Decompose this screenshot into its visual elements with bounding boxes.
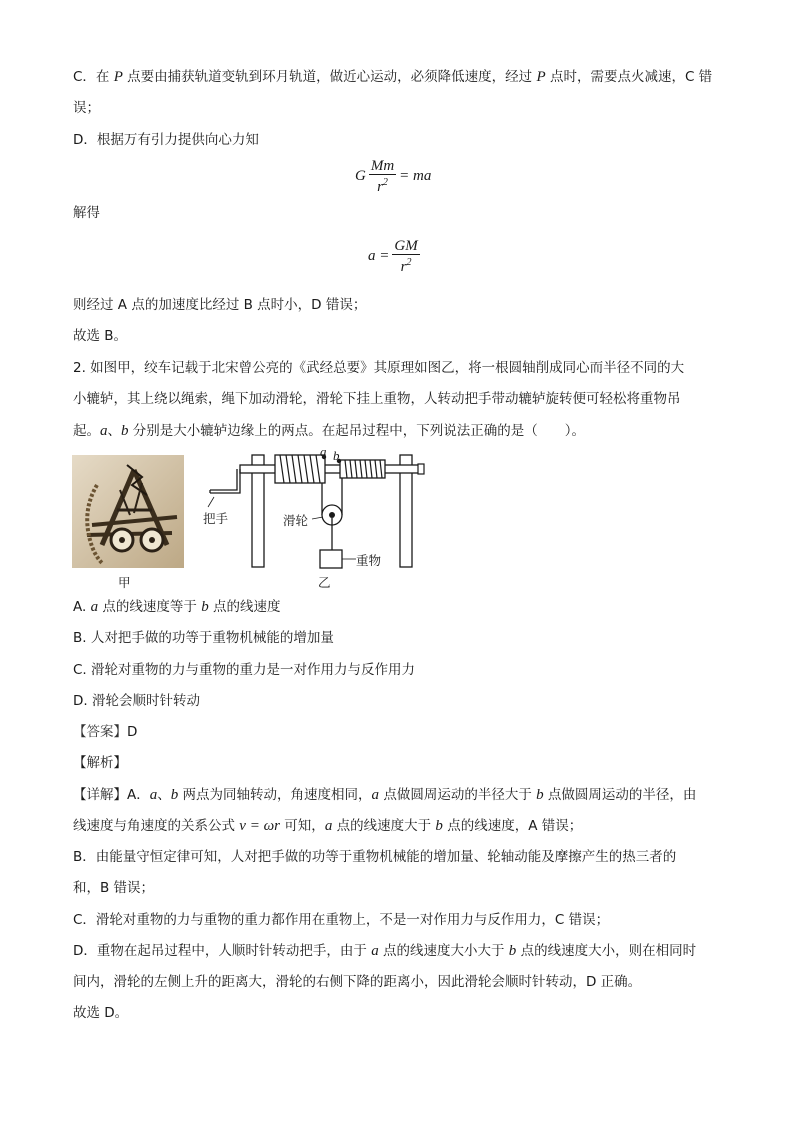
figure-jia-label: 甲 xyxy=(118,575,131,590)
formula-gravity xyxy=(355,158,431,195)
option-c-line1 xyxy=(73,67,712,87)
figure-label-weight: 重物 xyxy=(356,553,382,568)
formula-g: G xyxy=(355,168,366,184)
answer-tag: 【答案】 xyxy=(73,724,127,740)
figure-label-b: b xyxy=(333,448,340,463)
conclusion-text: 则经过 A 点的加速度比经过 B 点时小，D 错误； xyxy=(73,297,367,313)
analysis-line3: B．由能量守恒定律可知，人对把手做的功等于重物机械能的增加量、轮轴动能及摩擦产生的热三者的 xyxy=(73,849,677,865)
figure-label-pulley: 滑轮 xyxy=(283,513,309,528)
analysis-line4: 和，B 错误； xyxy=(73,880,155,896)
numerator: Mm xyxy=(370,158,395,174)
fraction xyxy=(369,158,396,195)
choose-text: 故选 B。 xyxy=(73,328,128,344)
option-d-line1: D．根据万有引力提供向心力知 xyxy=(73,132,259,148)
var-b: b xyxy=(121,423,129,439)
text: 点要由捕获轨道变轨到环月轨道，做近心运动，必须降低速度，经过 xyxy=(122,69,537,85)
analysis-line1: 【详解】A．a、b 两点为同轴转动，角速度相同，a 点做圆周运动的半径大于 b 点做圆周运动的半径，由 xyxy=(73,787,697,803)
text: C．在 xyxy=(73,69,114,85)
axle xyxy=(240,465,420,473)
question-line2: 小辘轳，其上绕以绳索，绳下加动滑轮，滑轮下挂上重物，人转动把手带动辘轳旋转便可轻松将重物吊 xyxy=(73,391,681,407)
analysis-line6: D．重物在起吊过程中，人顺时针转动把手，由于 a 点的线速度大小大于 b 点的线速度大小，则在相同时 xyxy=(73,943,697,959)
analysis-line2: 线速度与角速度的关系公式 v = ωr 可知，a 点的线速度大于 b 点的线速度，A 错误； xyxy=(73,818,583,834)
var-p: P xyxy=(536,69,546,85)
formula-lhs: a = xyxy=(368,248,390,264)
figure-yi-label: 乙 xyxy=(318,575,331,590)
figure-yi-diagram xyxy=(200,445,440,575)
formula-acceleration xyxy=(368,238,423,275)
formula-rhs: = ma xyxy=(399,168,432,184)
question-line3: 起。a、b 分别是大小辘轳边缘上的两点。在起吊过程中，下列说法正确的是（ ）。 xyxy=(73,423,586,439)
figure-jia-image xyxy=(72,455,184,568)
option-c: C. 滑轮对重物的力与重物的重力是一对作用力与反作用力 xyxy=(73,662,416,678)
figure-label-handle: 把手 xyxy=(203,511,229,526)
weight-block xyxy=(320,550,342,568)
analysis-line5: C．滑轮对重物的力与重物的重力都作用在重物上，不是一对作用力与反作用力，C 错误； xyxy=(73,912,610,928)
fraction xyxy=(392,238,419,275)
option-c-line2: 误； xyxy=(73,100,100,116)
answer-value: D xyxy=(127,724,138,740)
option-a: A. a 点的线速度等于 b 点的线速度 xyxy=(73,599,281,615)
analysis-line8: 故选 D。 xyxy=(73,1005,129,1021)
denominator: $r^2$ xyxy=(400,257,412,275)
winch-drawing xyxy=(72,455,184,568)
answer-line xyxy=(73,722,137,742)
analysis-line7: 间内，滑轮的左侧上升的距离大，滑轮的右侧下降的距离小，因此滑轮会顺时针转动，D 正确。 xyxy=(73,974,642,990)
var-a: a xyxy=(100,423,108,439)
numerator: GM xyxy=(394,238,418,254)
var-p: P xyxy=(113,69,123,85)
option-b: B. 人对把手做的功等于重物机械能的增加量 xyxy=(73,630,334,646)
figure-label-a: a xyxy=(320,444,327,459)
analysis-tag: 【解析】 xyxy=(73,755,127,771)
question-line1: 2. 如图甲，绞车记载于北宋曾公亮的《武经总要》其原理如图乙，将一根圆轴削成同心而半径不同的大 xyxy=(73,360,685,376)
option-d: D. 滑轮会顺时针转动 xyxy=(73,693,200,709)
denominator: $r^2$ xyxy=(377,177,388,195)
formula-v: v = ωr xyxy=(239,818,281,834)
text: 点时，需要点火减速，C 错 xyxy=(545,69,713,85)
jiede-text: 解得 xyxy=(73,205,100,221)
